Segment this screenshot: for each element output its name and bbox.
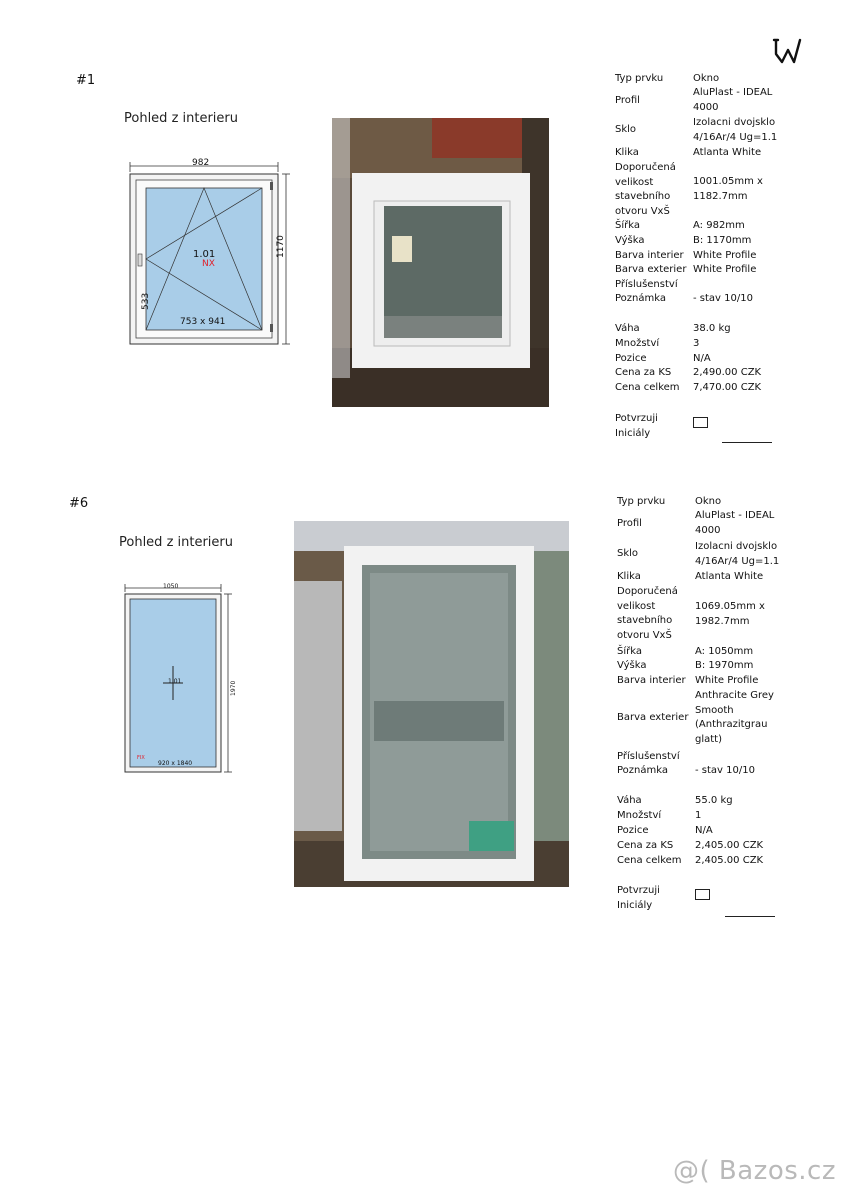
spec-table xyxy=(617,495,817,925)
spec-value: 2,490.00 CZK xyxy=(693,367,762,378)
window-code: 1.01 xyxy=(168,678,182,685)
product-photo xyxy=(294,521,569,887)
glass-size-label: 753 x 941 xyxy=(180,317,226,327)
spec-key: Profil xyxy=(617,518,642,529)
spec-key: Sklo xyxy=(615,124,637,135)
spec-value: B: 1970mm xyxy=(695,660,754,671)
spec-value: 38.0 kg xyxy=(693,323,731,334)
spec-value: Okno xyxy=(693,73,720,84)
spec-key: Výška xyxy=(615,235,645,246)
spec-value: N/A xyxy=(695,825,713,836)
spec-key: Šířka xyxy=(615,220,640,231)
spec-key: Množství xyxy=(617,810,662,821)
confirm-label: Potvrzuji Iniciály xyxy=(617,885,660,911)
spec-key: Šířka xyxy=(617,646,642,657)
item-number: #6 xyxy=(69,496,89,511)
spec-value: - stav 10/10 xyxy=(693,293,753,304)
view-title: Pohled z interieru xyxy=(119,535,234,550)
spec-value: B: 1170mm xyxy=(693,235,752,246)
spec-value: 1069.05mm x 1982.7mm xyxy=(695,601,765,627)
view-title: Pohled z interieru xyxy=(124,111,239,126)
confirm-label: Potvrzuji Iniciály xyxy=(615,413,658,439)
spec-value: A: 982mm xyxy=(693,220,745,231)
spec-value: 1001.05mm x 1182.7mm xyxy=(693,176,763,202)
spec-key: Typ prvku xyxy=(615,73,664,84)
spec-value: White Profile xyxy=(693,264,757,275)
company-logo-icon xyxy=(770,36,806,64)
spec-value: Anthracite Grey Smooth (Anthrazitgrau glatt) xyxy=(695,690,774,745)
spec-value: Okno xyxy=(695,496,722,507)
spec-key: Typ prvku xyxy=(617,496,666,507)
spec-key: Doporučená velikost stavebního otvoru VxŠ xyxy=(617,586,678,641)
height-dimension-label: 1170 xyxy=(276,235,286,258)
spec-value: 55.0 kg xyxy=(695,795,733,806)
spec-key: Klika xyxy=(617,571,641,582)
spec-key: Množství xyxy=(615,338,660,349)
spec-key: Sklo xyxy=(617,548,639,559)
spec-key: Pozice xyxy=(617,825,649,836)
spec-value: 2,405.00 CZK xyxy=(695,840,764,851)
spec-value: A: 1050mm xyxy=(695,646,754,657)
spec-key: Poznámka xyxy=(615,293,666,304)
confirm-checkbox[interactable] xyxy=(695,889,710,900)
spec-value: 2,405.00 CZK xyxy=(695,855,764,866)
spec-key: Profil xyxy=(615,95,640,106)
spec-key: Klika xyxy=(615,147,639,158)
spec-value: White Profile xyxy=(693,250,757,261)
confirm-checkbox[interactable] xyxy=(693,417,708,428)
window-code: 1.01 xyxy=(193,249,216,260)
spec-key: Poznámka xyxy=(617,765,668,776)
window-code-sub: NX xyxy=(202,259,215,269)
bazos-watermark: @( Bazos.cz xyxy=(673,1156,836,1186)
initials-signature-line[interactable] xyxy=(725,916,775,917)
spec-value: AluPlast - IDEAL 4000 xyxy=(695,510,775,536)
fixed-glazing-label: FIX xyxy=(137,755,145,761)
spec-value: 3 xyxy=(693,338,700,349)
spec-table xyxy=(615,72,815,452)
spec-value: Atlanta White xyxy=(693,147,762,158)
spec-key: Váha xyxy=(617,795,642,806)
width-dimension-label: 1050 xyxy=(163,583,179,590)
spec-key: Barva exterier xyxy=(617,712,689,723)
product-photo xyxy=(332,118,549,407)
spec-key: Barva interier xyxy=(615,250,684,261)
spec-value: AluPlast - IDEAL 4000 xyxy=(693,87,773,113)
spec-value: 7,470.00 CZK xyxy=(693,382,762,393)
spec-key: Doporučená velikost stavebního otvoru VxŠ xyxy=(615,162,676,217)
spec-key: Příslušenství xyxy=(615,279,678,290)
spec-key: Váha xyxy=(615,323,640,334)
initials-signature-line[interactable] xyxy=(722,442,772,443)
spec-value: Izolacni dvojsklo 4/16Ar/4 Ug=1.1 xyxy=(693,117,778,143)
spec-key: Cena za KS xyxy=(617,840,674,851)
spec-key: Cena celkem xyxy=(615,382,680,393)
spec-value: Atlanta White xyxy=(695,571,764,582)
spec-value: White Profile xyxy=(695,675,759,686)
spec-key: Výška xyxy=(617,660,647,671)
spec-key: Cena celkem xyxy=(617,855,682,866)
height-dimension-label: 1970 xyxy=(230,680,237,696)
glass-size-label: 920 x 1840 xyxy=(158,760,193,767)
spec-key: Cena za KS xyxy=(615,367,672,378)
width-dimension-label: 982 xyxy=(192,158,210,168)
item-number: #1 xyxy=(76,73,96,88)
spec-value: N/A xyxy=(693,353,711,364)
spec-key: Pozice xyxy=(615,353,647,364)
spec-key: Barva interier xyxy=(617,675,686,686)
spec-value: Izolacni dvojsklo 4/16Ar/4 Ug=1.1 xyxy=(695,541,780,567)
sash-height-label: 533 xyxy=(141,292,151,310)
spec-key: Barva exterier xyxy=(615,264,687,275)
spec-key: Příslušenství xyxy=(617,751,680,762)
spec-value: 1 xyxy=(695,810,702,821)
spec-value: - stav 10/10 xyxy=(695,765,755,776)
